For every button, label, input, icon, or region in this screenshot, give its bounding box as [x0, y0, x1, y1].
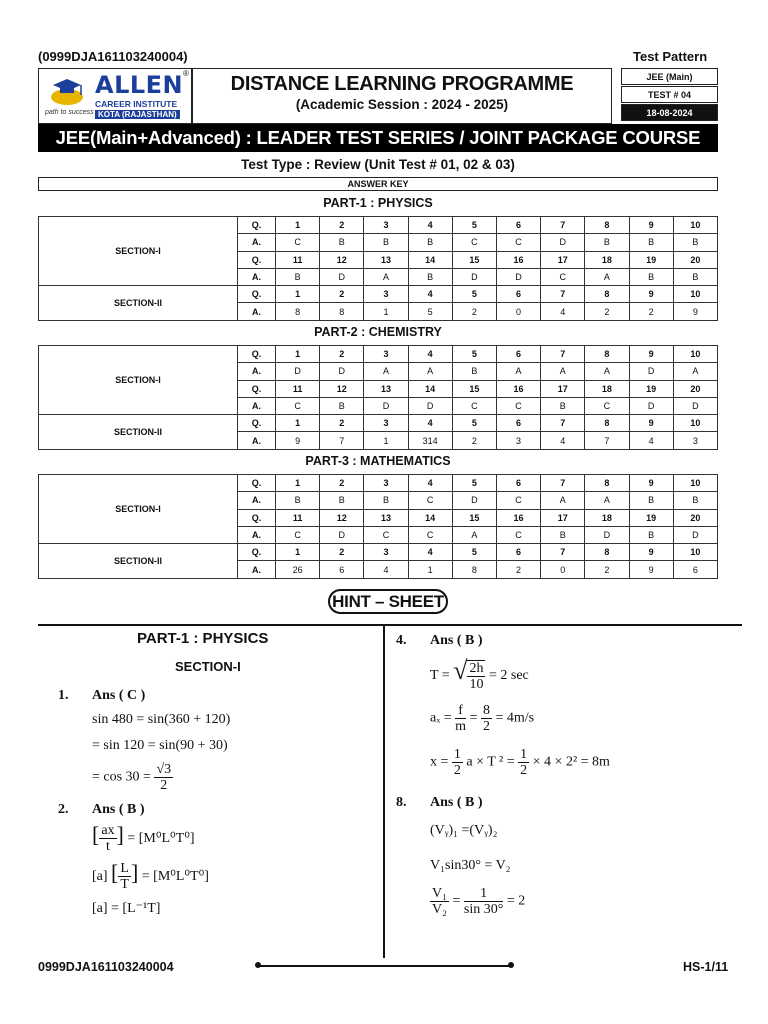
q1-step-3-lhs: = cos 30 = [92, 769, 151, 785]
answer-cell: 6 [320, 561, 364, 578]
question-number-cell: 15 [452, 251, 496, 268]
q1-frac-den: 2 [160, 778, 168, 793]
q4-step-2: aₓ = $\frac{f}{m}$ = $\frac{8}{2}$ = 4m/s [430, 703, 535, 734]
answer-cell: 2 [585, 303, 629, 320]
test-type: Test Type : Review (Unit Test # 01, 02 & 03) [241, 157, 515, 172]
q4-s3-d2: 2 [520, 763, 528, 778]
programme-title-box [192, 68, 612, 124]
question-number-cell: 5 [452, 346, 496, 363]
row-label: Q. [238, 380, 276, 397]
question-number-cell: 18 [585, 509, 629, 526]
q8-step-1: (Vᵧ)₁ =(Vᵧ)₂ [430, 823, 498, 838]
answer-cell: 0 [541, 561, 585, 578]
question-number-cell: 12 [320, 251, 364, 268]
question-number-cell: 6 [496, 346, 540, 363]
answer-cell: 8 [276, 303, 320, 320]
answer-cell: B [320, 492, 364, 509]
question-number-cell: 11 [276, 509, 320, 526]
q8-s3-d2: sin 30° [463, 902, 504, 917]
programme-title: DISTANCE LEARNING PROGRAMME [230, 73, 574, 95]
answer-cell: 2 [585, 561, 629, 578]
answer-cell: A [673, 363, 717, 380]
q2-step-1: [ $\frac{ax}{t}$ ] = [M⁰L⁰T⁰] [92, 822, 195, 855]
question-number-cell: 17 [541, 251, 585, 268]
answer-cell: A [541, 492, 585, 509]
answer-key-label: ANSWER KEY [38, 177, 718, 191]
answer-cell: 4 [364, 561, 408, 578]
answer-cell: B [276, 492, 320, 509]
row-label: Q. [238, 251, 276, 268]
answer-cell: D [673, 526, 717, 543]
logo-subtitle: CAREER INSTITUTE [95, 99, 178, 109]
row-label: Q. [238, 509, 276, 526]
answer-cell: D [452, 268, 496, 285]
answer-cell: B [320, 234, 364, 251]
q4-s2-n2: 8 [482, 703, 490, 718]
answer-cell: 1 [364, 432, 408, 449]
test-pattern-label: Test Pattern [633, 49, 708, 64]
question-number-cell: 5 [452, 544, 496, 561]
answer-cell: 8 [452, 561, 496, 578]
answer-cell: B [541, 526, 585, 543]
row-label: A. [238, 492, 276, 509]
test-date: 18-08-2024 [621, 104, 718, 121]
question-number-cell: 10 [673, 217, 717, 234]
answer-cell: 1 [364, 303, 408, 320]
logo-location: KOTA (RAJASTHAN) [95, 110, 180, 119]
q4-s1-num: 2h [469, 660, 484, 676]
question-number-cell: 17 [541, 380, 585, 397]
q4-s3-pre: x = [430, 754, 449, 770]
question-number-cell: 19 [629, 380, 673, 397]
question-number-cell: 3 [364, 415, 408, 432]
q2-s1-num: ax [101, 823, 115, 839]
q4-s3-d1: 2 [453, 763, 461, 778]
question-number-cell: 18 [585, 251, 629, 268]
question-number-cell: 10 [673, 544, 717, 561]
question-number-cell: 12 [320, 380, 364, 397]
answer-cell: B [364, 492, 408, 509]
course-banner: JEE(Main+Advanced) : LEADER TEST SERIES / JOINT PACKAGE COURSE [38, 124, 718, 152]
question-number-cell: 1 [276, 346, 320, 363]
answer-cell: 1 [408, 561, 452, 578]
question-number-cell: 14 [408, 380, 452, 397]
q2-s2-pre: [a] [92, 869, 108, 884]
row-label: A. [238, 234, 276, 251]
question-number-cell: 11 [276, 380, 320, 397]
hint-sheet-title: HINT – SHEET [328, 589, 448, 614]
question-number-cell: 8 [585, 544, 629, 561]
question-number-cell: 19 [629, 509, 673, 526]
answer-cell: B [276, 268, 320, 285]
answer-cell: C [585, 397, 629, 414]
divider-horizontal [38, 624, 742, 626]
answer-cell: B [673, 234, 717, 251]
row-label: Q. [238, 217, 276, 234]
question-number-cell: 9 [629, 217, 673, 234]
answer-cell: 4 [541, 303, 585, 320]
answer-cell: A [541, 363, 585, 380]
answer-cell: 2 [629, 303, 673, 320]
question-number-cell: 9 [629, 286, 673, 303]
footer-rule [258, 965, 511, 967]
answer-cell: 314 [408, 432, 452, 449]
q4-s2-d2: 2 [482, 719, 490, 734]
question-number-cell: 3 [364, 286, 408, 303]
question-number-cell: 9 [629, 544, 673, 561]
question-number-cell: 6 [496, 217, 540, 234]
answer-cell: B [673, 268, 717, 285]
question-number-cell: 20 [673, 380, 717, 397]
answer-cell: D [541, 234, 585, 251]
question-number-cell: 15 [452, 380, 496, 397]
q1-answer: Ans ( C ) [92, 688, 146, 703]
section-label: SECTION-II [39, 286, 238, 321]
question-number-cell: 2 [320, 346, 364, 363]
answer-cell: C [496, 234, 540, 251]
question-number-cell: 5 [452, 415, 496, 432]
q1-step-3 [92, 762, 173, 793]
question-number-cell: 2 [320, 544, 364, 561]
question-number-cell: 9 [629, 475, 673, 492]
question-number-cell: 4 [408, 217, 452, 234]
q1-number: 1. [58, 688, 69, 703]
q4-answer: Ans ( B ) [430, 633, 483, 648]
question-number-cell: 3 [364, 346, 408, 363]
answer-cell: D [320, 363, 364, 380]
answer-cell: B [541, 397, 585, 414]
question-number-cell: 13 [364, 380, 408, 397]
question-number-cell: 15 [452, 509, 496, 526]
answer-cell: D [364, 397, 408, 414]
question-number-cell: 4 [408, 544, 452, 561]
question-number-cell: 2 [320, 415, 364, 432]
mathematics-part-title: PART-3 : MATHEMATICS [305, 454, 451, 468]
section-label: SECTION-I [39, 475, 238, 544]
q2-step-2: [a] [ $\frac{L}{T}$ ] = [M⁰L⁰T⁰] [92, 860, 209, 893]
answer-cell: D [276, 363, 320, 380]
row-label: Q. [238, 286, 276, 303]
q8-answer: Ans ( B ) [430, 795, 483, 810]
allen-logo [38, 68, 192, 124]
footer-rule-dot-right [508, 962, 514, 968]
q2-number: 2. [58, 802, 69, 817]
answer-cell: C [541, 268, 585, 285]
question-number-cell: 5 [452, 217, 496, 234]
table-row [39, 475, 718, 492]
answer-cell: 0 [496, 303, 540, 320]
answer-cell: 9 [276, 432, 320, 449]
answer-cell: A [496, 363, 540, 380]
answer-cell: 9 [629, 561, 673, 578]
q2-s2-den: T [120, 877, 129, 893]
answer-cell: C [276, 234, 320, 251]
question-number-cell: 7 [541, 346, 585, 363]
question-number-cell: 14 [408, 509, 452, 526]
question-number-cell: 13 [364, 509, 408, 526]
answer-cell: A [364, 268, 408, 285]
graduation-cap-icon [45, 75, 89, 107]
answer-cell: D [585, 526, 629, 543]
answer-cell: 5 [408, 303, 452, 320]
row-label: A. [238, 303, 276, 320]
answer-cell: A [585, 363, 629, 380]
registered-mark: ® [183, 69, 189, 78]
answer-cell: 8 [320, 303, 364, 320]
q4-s3-n1: 1 [453, 747, 461, 762]
question-number-cell: 6 [496, 415, 540, 432]
q4-s3-n2: 1 [520, 747, 528, 762]
answer-cell: D [320, 268, 364, 285]
answer-cell: B [320, 397, 364, 414]
answer-cell: D [320, 526, 364, 543]
q4-step-3 [430, 747, 610, 778]
question-number-cell: 19 [629, 251, 673, 268]
answer-cell: D [629, 397, 673, 414]
q4-s1-pre: T = [430, 668, 450, 683]
question-number-cell: 1 [276, 475, 320, 492]
question-number-cell: 20 [673, 509, 717, 526]
q8-step-2: V₁sin30° = V₂ [430, 858, 511, 873]
q8-s3-n2: 1 [464, 886, 503, 902]
question-number-cell: 17 [541, 509, 585, 526]
answer-cell: 2 [452, 432, 496, 449]
section-label: SECTION-II [39, 415, 238, 450]
answer-cell: C [452, 397, 496, 414]
q4-s1-rhs: = 2 sec [488, 668, 529, 683]
question-number-cell: 2 [320, 286, 364, 303]
question-number-cell: 7 [541, 286, 585, 303]
question-number-cell: 7 [541, 217, 585, 234]
row-label: Q. [238, 544, 276, 561]
question-number-cell: 16 [496, 380, 540, 397]
answer-cell: B [673, 492, 717, 509]
section-label: SECTION-II [39, 544, 238, 579]
question-number-cell: 10 [673, 346, 717, 363]
answer-cell: 7 [585, 432, 629, 449]
question-number-cell: 4 [408, 475, 452, 492]
section-label: SECTION-I [39, 217, 238, 286]
question-number-cell: 20 [673, 251, 717, 268]
question-number-cell: 10 [673, 415, 717, 432]
answer-cell: 3 [496, 432, 540, 449]
answer-cell: A [452, 526, 496, 543]
solutions-section-title: SECTION-I [175, 659, 241, 674]
answer-cell: 4 [541, 432, 585, 449]
question-number-cell: 6 [496, 475, 540, 492]
solutions-part-title: PART-1 : PHYSICS [137, 630, 269, 647]
question-number-cell: 1 [276, 544, 320, 561]
table-row [39, 286, 718, 303]
table-row [39, 544, 718, 561]
answer-cell: B [629, 234, 673, 251]
answer-cell: C [496, 397, 540, 414]
chemistry-answer-table [38, 345, 718, 450]
question-number-cell: 1 [276, 217, 320, 234]
question-number-cell: 5 [452, 475, 496, 492]
q4-s2-pre: aₓ = [430, 710, 452, 726]
question-number-cell: 5 [452, 286, 496, 303]
logo-wordmark: ALLEN [95, 71, 184, 99]
row-label: A. [238, 268, 276, 285]
question-number-cell: 10 [673, 475, 717, 492]
question-number-cell: 7 [541, 544, 585, 561]
answer-cell: B [408, 234, 452, 251]
answer-cell: A [408, 363, 452, 380]
answer-cell: 4 [629, 432, 673, 449]
answer-cell: B [629, 526, 673, 543]
answer-cell: B [364, 234, 408, 251]
answer-cell: 26 [276, 561, 320, 578]
test-meta [621, 68, 718, 122]
q1-step-2: = sin 120 = sin(90 + 30) [92, 738, 228, 753]
answer-cell: 2 [496, 561, 540, 578]
question-number-cell: 12 [320, 509, 364, 526]
q2-s2-num: L [120, 861, 129, 877]
answer-cell: 2 [452, 303, 496, 320]
answer-cell: 7 [320, 432, 364, 449]
row-label: A. [238, 561, 276, 578]
question-number-cell: 6 [496, 286, 540, 303]
physics-answer-table [38, 216, 718, 321]
exam-name: JEE (Main) [621, 68, 718, 85]
logo-tagline: path to success [45, 109, 94, 116]
physics-part-title: PART-1 : PHYSICS [323, 196, 433, 210]
question-number-cell: 2 [320, 217, 364, 234]
answer-cell: C [364, 526, 408, 543]
q4-s2-d1: m [455, 719, 467, 734]
question-number-cell: 11 [276, 251, 320, 268]
question-number-cell: 7 [541, 415, 585, 432]
q1-frac-num: √3 [156, 762, 172, 777]
answer-cell: C [276, 526, 320, 543]
row-label: A. [238, 526, 276, 543]
question-number-cell: 8 [585, 415, 629, 432]
answer-cell: C [496, 526, 540, 543]
academic-session: (Academic Session : 2024 - 2025) [295, 97, 509, 112]
question-number-cell: 8 [585, 475, 629, 492]
answer-cell: 9 [673, 303, 717, 320]
question-number-cell: 1 [276, 415, 320, 432]
question-number-cell: 4 [408, 346, 452, 363]
question-number-cell: 6 [496, 544, 540, 561]
q4-s3-rhs: × 4 × 2² = 8m [532, 754, 610, 770]
question-number-cell: 10 [673, 286, 717, 303]
q2-s1-den: t [105, 839, 110, 855]
answer-cell: D [673, 397, 717, 414]
q8-number: 8. [396, 795, 407, 810]
question-number-cell: 3 [364, 217, 408, 234]
question-number-cell: 9 [629, 415, 673, 432]
section-label: SECTION-I [39, 346, 238, 415]
q2-s2-rhs: = [M⁰L⁰T⁰] [141, 869, 209, 884]
question-number-cell: 3 [364, 544, 408, 561]
question-number-cell: 4 [408, 286, 452, 303]
q8-step-3: $\frac{\text{V₁}}{\text{V₂}}$ = $\frac{1}{\sin 30^\circ}$ = 2 [432, 886, 526, 917]
q8-s3-d1: V₂ [432, 902, 447, 917]
q4-s3-mid: a × T ² = [466, 754, 515, 770]
mathematics-answer-table [38, 474, 718, 579]
question-number-cell: 18 [585, 380, 629, 397]
q4-step-1: T = √ $\frac{2h}{10}$ = 2 sec [430, 656, 529, 692]
question-number-cell: 2 [320, 475, 364, 492]
q1-fraction [154, 762, 173, 793]
chemistry-part-title: PART-2 : CHEMISTRY [314, 325, 442, 339]
answer-cell: D [408, 397, 452, 414]
table-row [39, 217, 718, 234]
table-row [39, 415, 718, 432]
q1-step-1: sin 480 = sin(360 + 120) [92, 712, 231, 727]
answer-cell: B [629, 268, 673, 285]
divider-vertical [383, 626, 385, 958]
row-label: A. [238, 397, 276, 414]
answer-cell: C [452, 234, 496, 251]
q8-s3-rhs: = 2 [506, 893, 526, 909]
q4-number: 4. [396, 633, 407, 648]
answer-cell: B [585, 234, 629, 251]
answer-cell: C [408, 526, 452, 543]
answer-cell: D [629, 363, 673, 380]
answer-cell: A [364, 363, 408, 380]
answer-cell: C [276, 397, 320, 414]
question-number-cell: 8 [585, 346, 629, 363]
answer-cell: B [408, 268, 452, 285]
q2-step-3: [a] = [L⁻¹T] [92, 901, 161, 916]
question-number-cell: 8 [585, 217, 629, 234]
answer-cell: C [408, 492, 452, 509]
table-row [39, 346, 718, 363]
q2-answer: Ans ( B ) [92, 802, 145, 817]
page-number: HS-1/11 [683, 960, 729, 974]
question-number-cell: 13 [364, 251, 408, 268]
question-number-cell: 14 [408, 251, 452, 268]
row-label: Q. [238, 346, 276, 363]
question-number-cell: 9 [629, 346, 673, 363]
answer-cell: B [629, 492, 673, 509]
answer-cell: C [496, 492, 540, 509]
question-number-cell: 16 [496, 251, 540, 268]
q2-s1-rhs: = [M⁰L⁰T⁰] [127, 831, 195, 846]
question-number-cell: 1 [276, 286, 320, 303]
test-number: TEST # 04 [621, 86, 718, 103]
q4-s2-n1: f [455, 703, 466, 719]
row-label: A. [238, 432, 276, 449]
footer-code: 0999DJA161103240004 [38, 960, 174, 974]
answer-cell: D [452, 492, 496, 509]
answer-cell: A [585, 268, 629, 285]
q4-s1-den: 10 [469, 676, 484, 692]
row-label: Q. [238, 475, 276, 492]
answer-cell: A [585, 492, 629, 509]
question-number-cell: 4 [408, 415, 452, 432]
row-label: A. [238, 363, 276, 380]
q8-s3-n1: V₁ [432, 886, 447, 901]
answer-cell: 3 [673, 432, 717, 449]
question-number-cell: 7 [541, 475, 585, 492]
answer-cell: B [452, 363, 496, 380]
question-number-cell: 16 [496, 509, 540, 526]
question-number-cell: 8 [585, 286, 629, 303]
document-code: (0999DJA161103240004) [38, 49, 188, 64]
question-number-cell: 3 [364, 475, 408, 492]
q4-s2-rhs: = 4m/s [495, 710, 535, 726]
answer-cell: D [496, 268, 540, 285]
row-label: Q. [238, 415, 276, 432]
answer-cell: 6 [673, 561, 717, 578]
footer-rule-dot-left [255, 962, 261, 968]
